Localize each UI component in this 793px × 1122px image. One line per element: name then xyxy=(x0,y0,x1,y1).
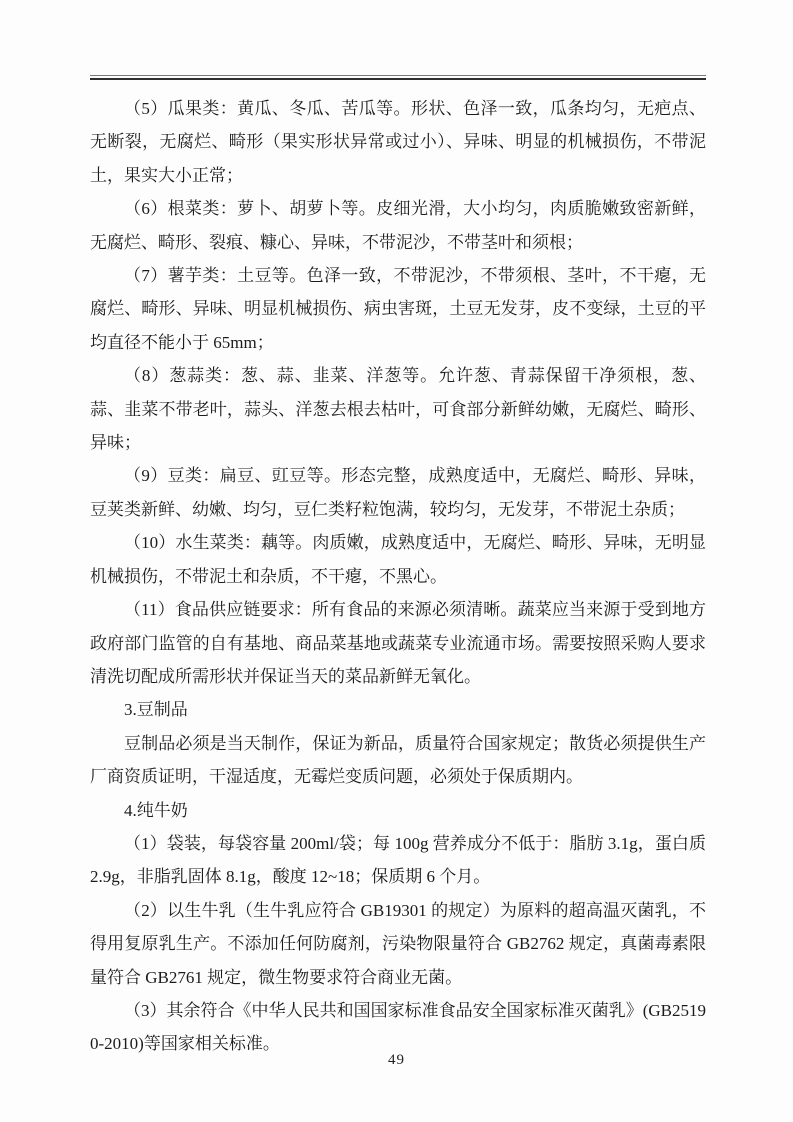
paragraph: （2）以生牛乳（生牛乳应符合 GB19301 的规定）为原料的超高温灭菌乳，不得用复原乳生产。不添加任何防腐剂，污染物限量符合 GB2762 规定，真菌毒素限量符合 GB2761 规定，微生物要求符合商业无菌。 xyxy=(90,900,706,987)
paragraph: （6）根菜类：萝卜、胡萝卜等。皮细光滑，大小均匀，肉质脆嫩致密新鲜，无腐烂、畸形、裂痕、糠心、异味，不带泥沙，不带茎叶和须根； xyxy=(90,199,706,252)
paragraph: （7）薯芋类：土豆等。色泽一致，不带泥沙，不带须根、茎叶，不干瘪，无腐烂、畸形、异味、明显机械损伤、病虫害斑，土豆无发芽，皮不变绿，土豆的平均直径不能小于 65mm； xyxy=(90,266,706,352)
paragraph: （1）袋装，每袋容量 200ml/袋；每 100g 营养成分不低于：脂肪 3.1g，蛋白质 2.9g，非脂乳固体 8.1g，酸度 12~18；保质期 6 个月。 xyxy=(90,833,706,887)
header-double-rule xyxy=(90,75,706,80)
paragraph: （8）葱蒜类：葱、蒜、韭菜、洋葱等。允许葱、青蒜保留干净须根，葱、蒜、韭菜不带老叶，蒜头、洋葱去根去枯叶，可食部分新鲜幼嫩，无腐烂、畸形、异味； xyxy=(90,366,706,453)
paragraph: （9）豆类：扁豆、豇豆等。形态完整，成熟度适中，无腐烂、畸形、异味，豆荚类新鲜、幼嫩、均匀，豆仁类籽粒饱满，较均匀，无发芽，不带泥土杂质； xyxy=(90,466,706,519)
page-number: 49 xyxy=(388,1052,405,1068)
paragraph: （3）其余符合《中华人民共和国国家标准食品安全国家标准灭菌乳》(GB25190-2010)等国家相关标准。 xyxy=(90,1000,706,1054)
document-body xyxy=(90,92,706,1061)
paragraph: （5）瓜果类：黄瓜、冬瓜、苦瓜等。形状、色泽一致，瓜条均匀，无疤点、无断裂，无腐烂、畸形（果实形状异常或过小）、异味、明显的机械损伤，不带泥土，果实大小正常； xyxy=(90,99,706,185)
paragraph: 3.豆制品 xyxy=(124,700,188,720)
paragraph: 豆制品必须是当天制作，保证为新品，质量符合国家规定；散货必须提供生产厂商资质证明，干湿适度，无霉烂变质问题，必须处于保质期内。 xyxy=(90,733,706,787)
paragraph: （11）食品供应链要求：所有食品的来源必须清晰。蔬菜应当来源于受到地方政府部门监管的自有基地、商品菜基地或蔬菜专业流通市场。需要按照采购人要求清洗切配成所需形状并保证当天的菜品新鲜无氧化。 xyxy=(90,600,706,686)
paragraph: 4.纯牛奶 xyxy=(124,800,188,820)
paragraph: （10）水生菜类：藕等。肉质嫩，成熟度适中，无腐烂、畸形、异味，无明显机械损伤，不带泥土和杂质，不干瘪，不黑心。 xyxy=(90,533,706,586)
